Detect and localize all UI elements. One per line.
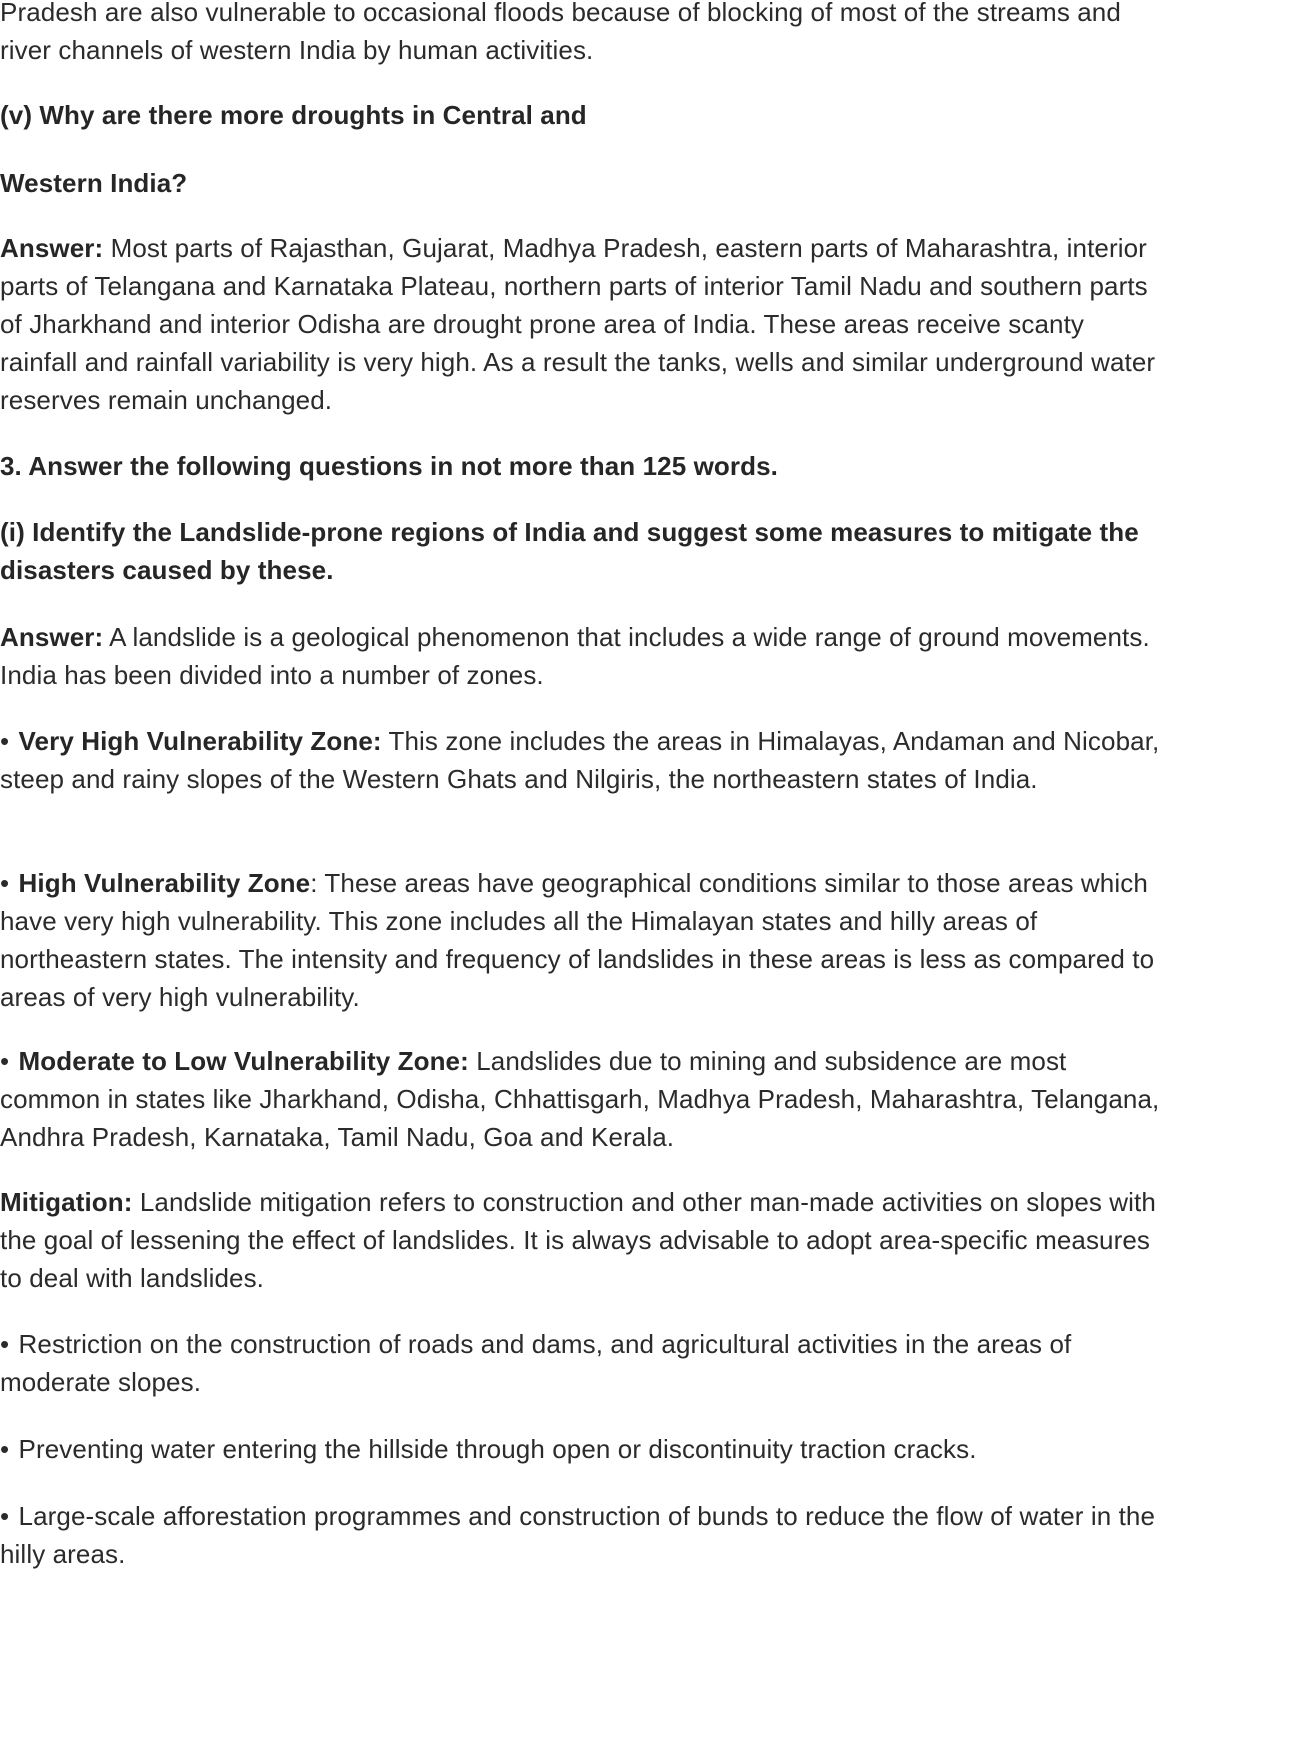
bullet: • (0, 1434, 10, 1464)
zone-label: Very High Vulnerability Zone: (18, 726, 382, 756)
bullet: • (0, 726, 10, 756)
zone-label: High Vulnerability Zone (18, 868, 311, 898)
answer-text: Most parts of Rajasthan, Gujarat, Madhya Pradesh, eastern parts of Maharashtra, interior parts of Telangana and Karnataka Plateau, northern parts of interior Tamil Nadu and southern parts of Jharkhand and interior Odisha are drought prone area of India. These areas receive scanty rainfall and rainfall variability is very high. As a result the tanks, wells and similar underground water reserves remain unchanged. (0, 233, 1156, 415)
mitigation-text: Landslide mitigation refers to construction and other man-made activities on slopes with the goal of lessening the effect of landslides. It is always advisable to adopt area-specific measures to deal with landslides. (0, 1187, 1156, 1293)
zone-moderate-low (0, 1042, 1160, 1156)
question-1-heading-text: (i) Identify the Landslide-prone regions of India and suggest some measures to mitigate the disasters caused by these. (0, 517, 1139, 585)
mitigation-paragraph (0, 1183, 1160, 1297)
section-3-heading (0, 447, 1160, 485)
zone-label: Moderate to Low Vulnerability Zone: (18, 1046, 469, 1076)
measure-afforestation (0, 1497, 1160, 1573)
zone-text: This zone includes the areas in Himalayas, Andaman and Nicobar, steep and rainy slopes of the Western Ghats and Nilgiris, the northeastern states of India. (0, 726, 1160, 794)
mitigation-label: Mitigation: (0, 1187, 133, 1217)
measure-restriction (0, 1325, 1160, 1401)
question-5-answer (0, 229, 1160, 419)
measure-text: Preventing water entering the hillside through open or discontinuity traction cracks. (11, 1434, 977, 1464)
question-5-heading-line2 (0, 164, 1160, 202)
zone-text: : These areas have geographical conditions similar to those areas which have very high vulnerability. This zone includes all the Himalayan states and hilly areas of northeastern states. The intensity and frequency of landslides in these areas is less as compared to areas of very high vulnerability. (0, 868, 1155, 1012)
question-5-heading-line1 (0, 96, 1160, 134)
zone-high (0, 864, 1160, 1016)
bullet: • (0, 1329, 10, 1359)
intro-paragraph (0, 0, 1160, 69)
answer-label: Answer: (0, 233, 104, 263)
question-5-heading-text-1: (v) Why are there more droughts in Central and (0, 100, 587, 130)
question-1-heading (0, 513, 1160, 589)
question-5-heading-text-2: Western India? (0, 168, 188, 198)
question-1-answer (0, 618, 1160, 694)
bullet: • (0, 1501, 10, 1531)
answer-text: A landslide is a geological phenomenon that includes a wide range of ground movements. India has been divided into a number of zones. (0, 622, 1150, 690)
measure-preventing-water (0, 1430, 1160, 1468)
bullet: • (0, 1046, 10, 1076)
zone-very-high (0, 722, 1160, 798)
measure-text: Restriction on the construction of roads and dams, and agricultural activities in the areas of moderate slopes. (0, 1329, 1072, 1397)
measure-text: Large-scale afforestation programmes and construction of bunds to reduce the flow of water in the hilly areas. (0, 1501, 1156, 1569)
section-3-heading-text: 3. Answer the following questions in not more than 125 words. (0, 451, 778, 481)
bullet: • (0, 868, 10, 898)
zone-text: Landslides due to mining and subsidence are most common in states like Jharkhand, Odisha, Chhattisgarh, Madhya Pradesh, Maharashtra, Telangana, Andhra Pradesh, Karnataka, Tamil Nadu, Goa and Kerala. (0, 1046, 1160, 1152)
intro-text: Pradesh are also vulnerable to occasional floods because of blocking of most of the streams and river channels of western India by human activities. (0, 0, 1121, 65)
answer-label: Answer: (0, 622, 104, 652)
